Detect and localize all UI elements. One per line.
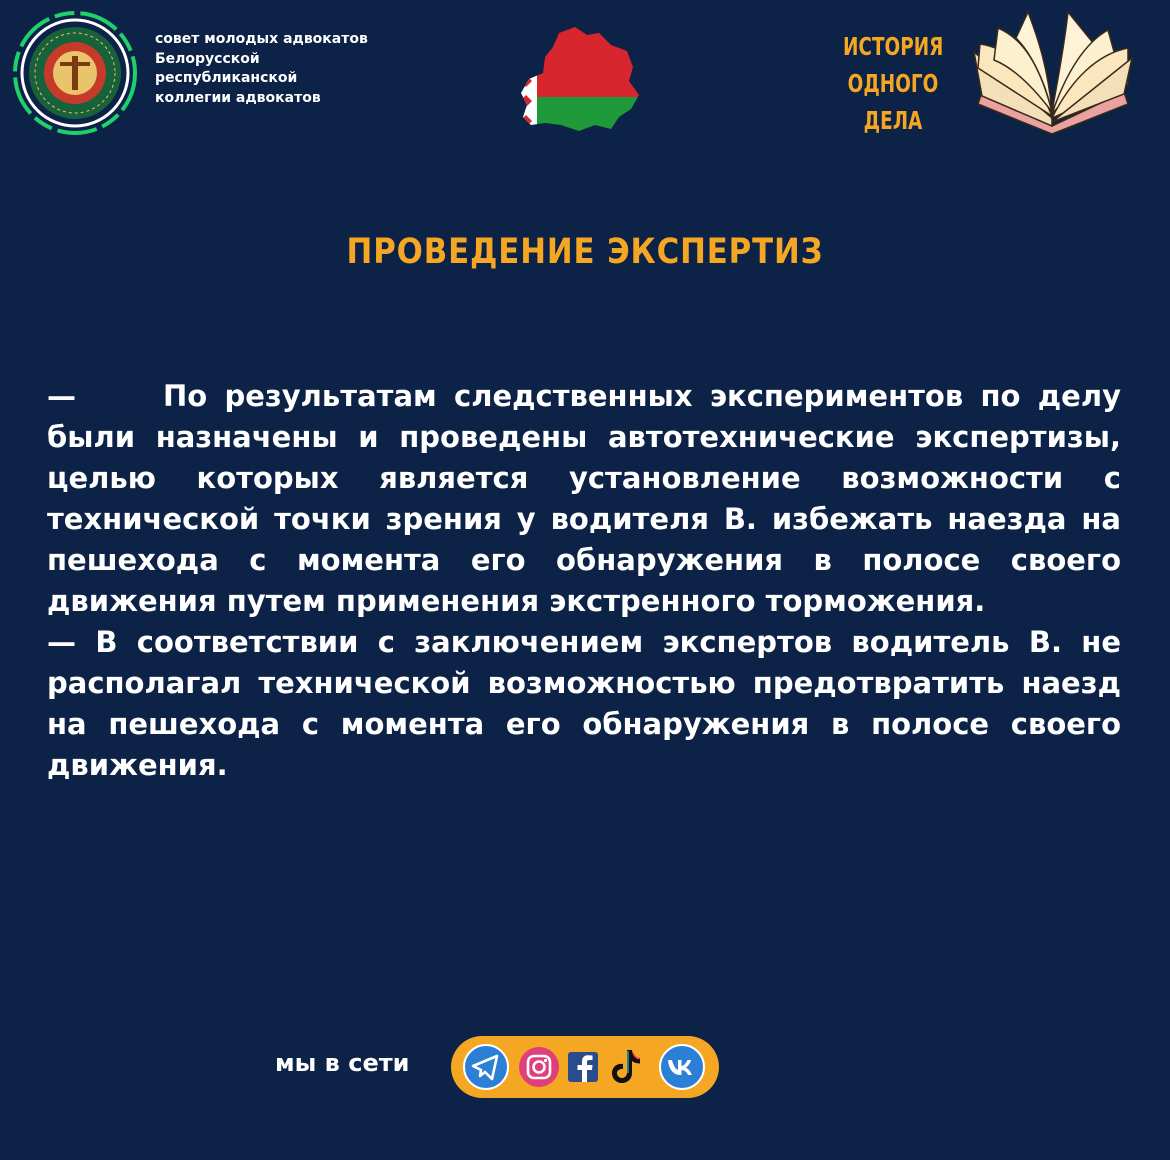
facebook-icon[interactable] bbox=[565, 1044, 601, 1090]
series-title-line: ОДНОГО bbox=[847, 69, 939, 98]
instagram-icon[interactable] bbox=[517, 1044, 561, 1090]
telegram-icon[interactable] bbox=[461, 1044, 511, 1090]
paragraph bbox=[47, 376, 1121, 622]
series-title-line: ДЕЛА bbox=[863, 106, 923, 135]
paragraph: — В соответствии с заключением экспертов водитель В. не располагал технической возможностью предотвратить наезд на пешехода с момента его обнаружения в полосе своего движения. bbox=[47, 625, 1121, 782]
open-book-icon bbox=[968, 8, 1138, 138]
council-emblem-logo bbox=[12, 10, 138, 136]
vk-icon[interactable] bbox=[655, 1044, 709, 1090]
social-label: мы в сети bbox=[275, 1049, 410, 1077]
series-title-line: ИСТОРИЯ bbox=[842, 32, 944, 61]
article-body bbox=[47, 376, 1121, 786]
org-name bbox=[155, 30, 415, 108]
page-title: ПРОВЕДЕНИЕ ЭКСПЕРТИЗ bbox=[346, 232, 824, 272]
dash: — bbox=[47, 379, 76, 413]
org-name-line: республиканской bbox=[155, 70, 298, 86]
series-title bbox=[843, 28, 943, 139]
social-links-bar bbox=[451, 1036, 719, 1098]
org-name-line: коллегии адвокатов bbox=[155, 89, 321, 106]
org-name-line: совет молодых адвокатов bbox=[155, 31, 368, 47]
belarus-map-icon bbox=[515, 25, 645, 135]
paragraph-text: По результатам следственных экспериментов по делу были назначены и проведены автотехнические экспертизы, целью которых является установление возможности с технической точки зрения у водителя В. избежать наезда на пешехода с момента его обнаружения в полосе своего движения путем применения экстренного торможения. bbox=[47, 379, 1121, 618]
tiktok-icon[interactable] bbox=[605, 1044, 645, 1090]
org-name-line: Белорусской bbox=[155, 50, 260, 67]
